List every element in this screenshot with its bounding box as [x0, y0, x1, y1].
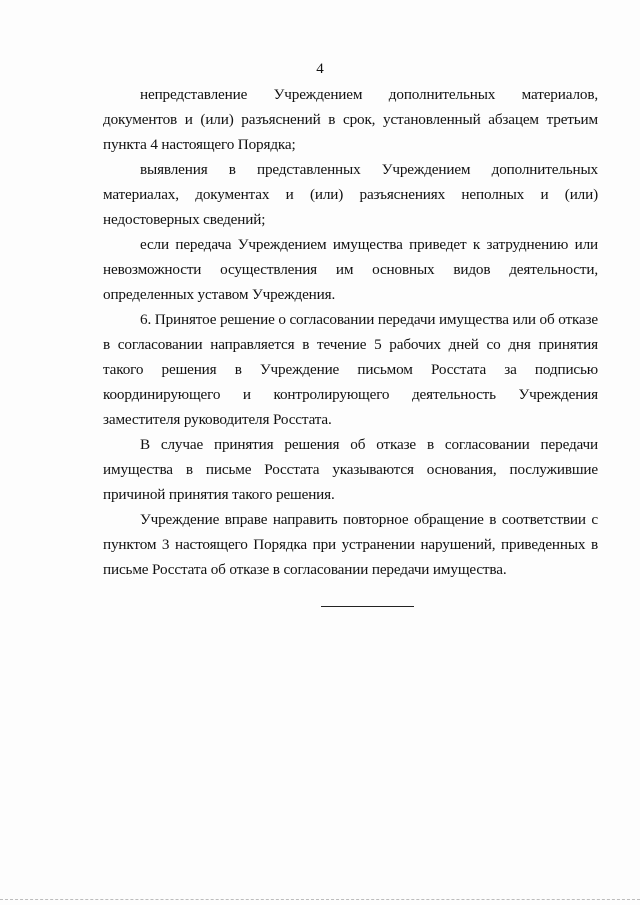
- page-bottom-edge: [0, 899, 640, 900]
- paragraph-nonsubmission: непредставление Учреждением дополнительных материалов, документов и (или) разъяснений в срок, установленный абзацем третьим пункта 4 настоящего Порядка;: [103, 86, 598, 153]
- paragraph-incomplete-info: выявления в представленных Учреждением дополнительных материалах, документах и (или) разъяснениях неполных и (или) недостоверных сведений;: [103, 161, 598, 228]
- page-number: 4: [316, 61, 324, 77]
- paragraph-repeat-request: Учреждение вправе направить повторное обращение в соответствии с пунктом 3 настоящего Порядка при устранении нарушений, приведенных в письме Росстата об отказе в согласовании передачи имущества.: [103, 511, 598, 578]
- end-separator-line: [321, 606, 414, 607]
- paragraph-refusal-grounds: В случае принятия решения об отказе в согласовании передачи имущества в письме Росстата указываются основания, послужившие причиной принятия такого решения.: [103, 436, 598, 503]
- paragraph-item-6: 6. Принятое решение о согласовании передачи имущества или об отказе в согласовании направляется в течение 5 рабочих дней со дня принятия такого решения в Учреждение письмом Росстата за подписью координирующего и контролирующего деятельность Учреждения заместителя руководителя Росстата.: [103, 311, 598, 428]
- paragraph-activity-obstruction: если передача Учреждением имущества приведет к затруднению или невозможности осуществления им основных видов деятельности, определенных уставом Учреждения.: [103, 236, 598, 303]
- document-body: [103, 82, 598, 582]
